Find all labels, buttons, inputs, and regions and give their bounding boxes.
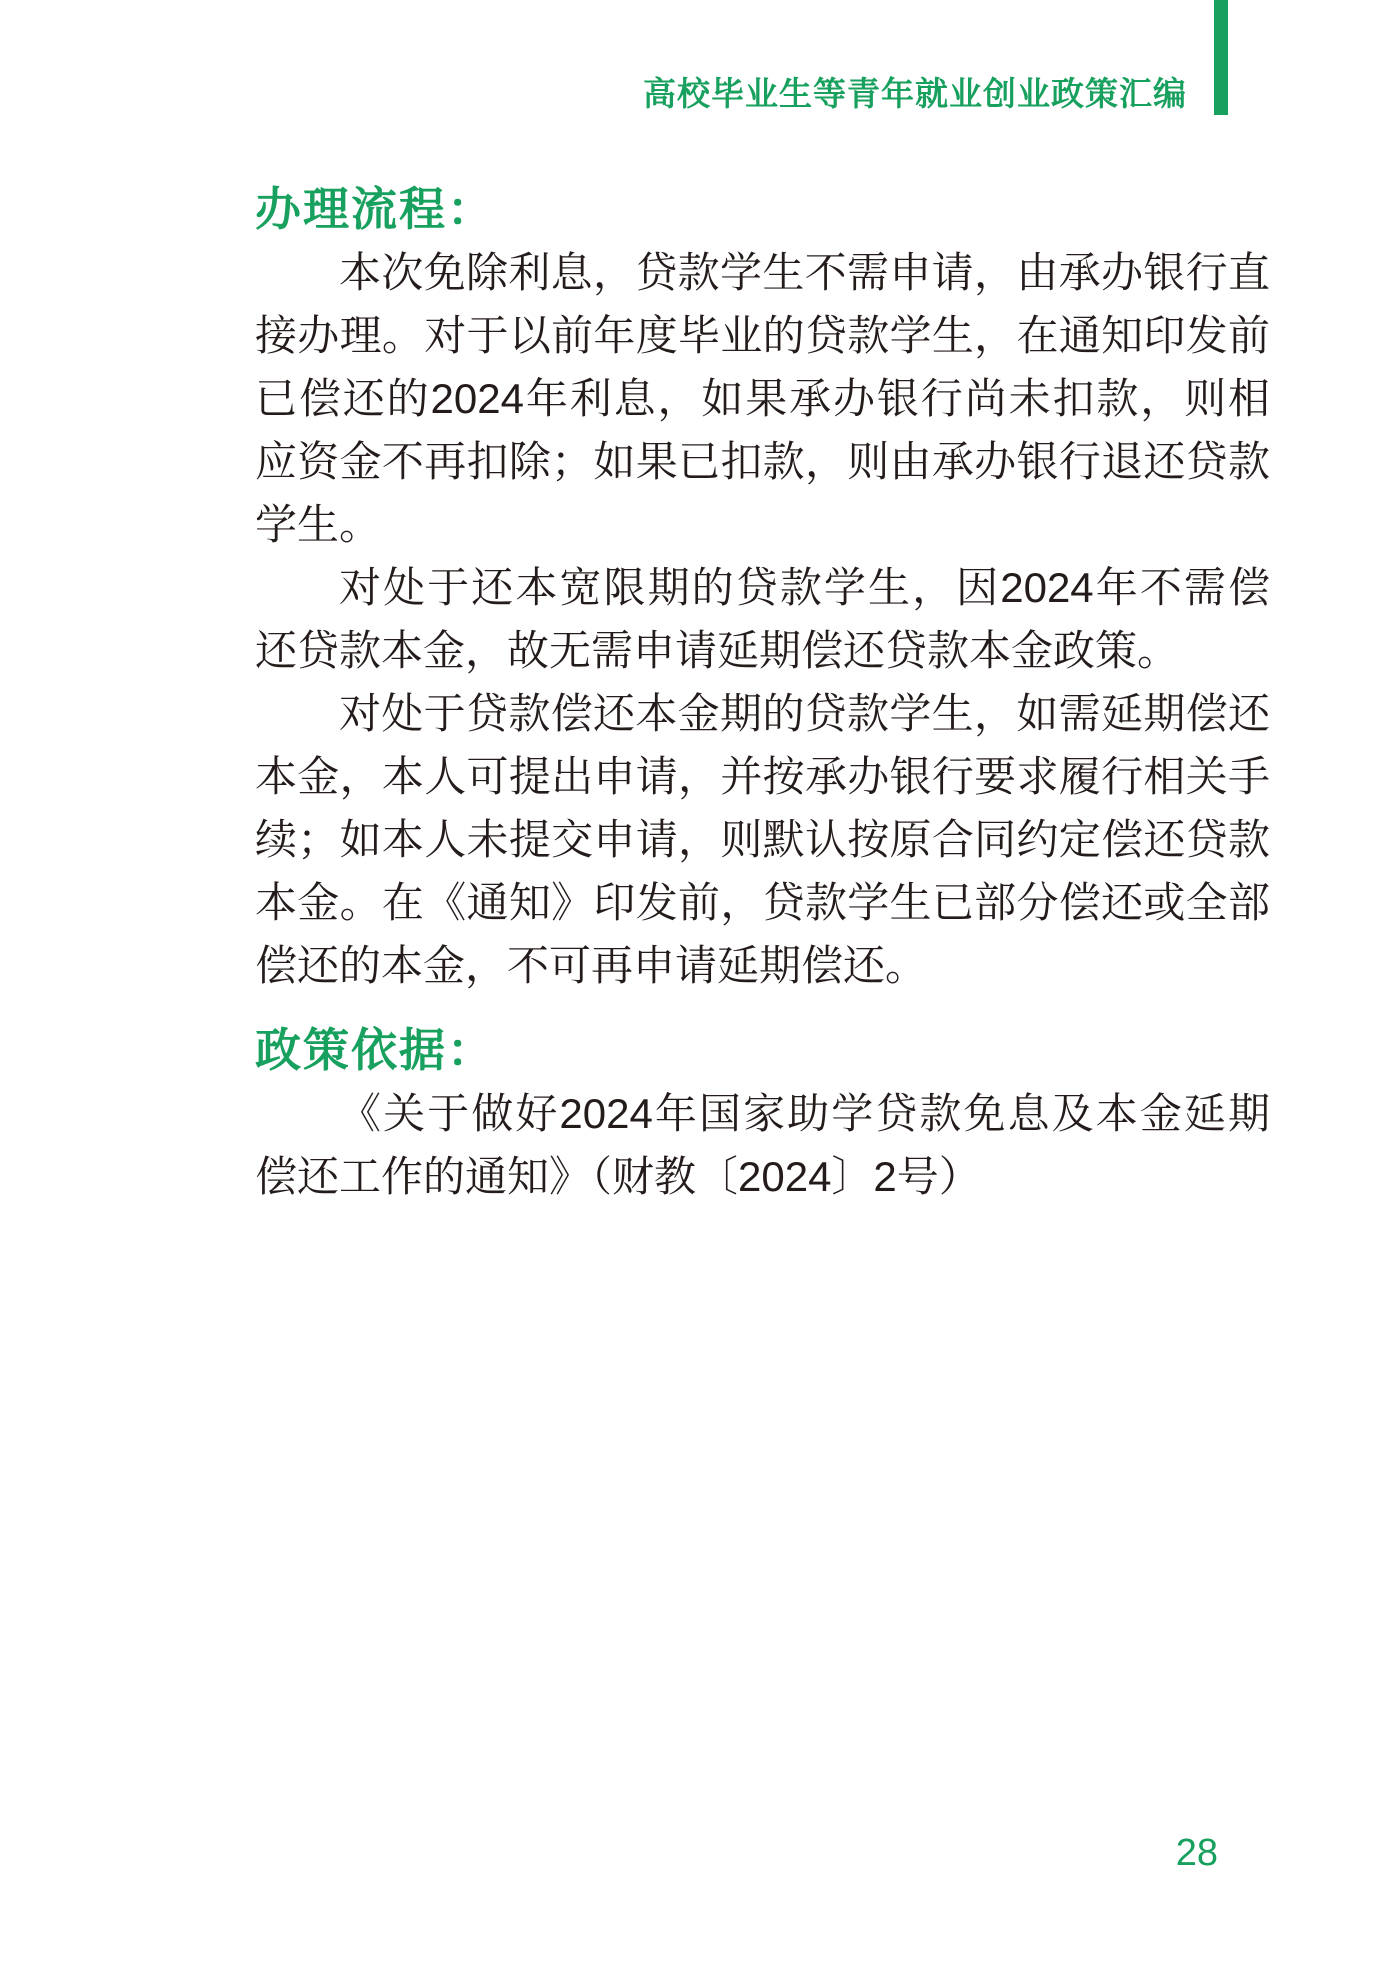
section-heading-process: 办理流程：: [255, 183, 495, 235]
header-title: 高校毕业生等青年就业创业政策汇编: [643, 75, 1187, 112]
page-number: 28: [1175, 1832, 1218, 1874]
paragraph-principal-repayment: 对处于贷款偿还本金期的贷款学生，如需延期偿还本金，本人可提出申请，并按承办银行要求履行相关手续；如本人未提交申请，则默认按原合同约定偿还贷款本金。在《通知》印发前，贷款学生已部分偿还或全部偿还的本金，不可再申请延期偿还。: [255, 690, 1270, 989]
section-heading-policy-basis: 政策依据：: [255, 1024, 495, 1076]
header-accent-bar: [1214, 0, 1228, 115]
paragraph-interest-waiver: 本次免除利息，贷款学生不需申请，由承办银行直接办理。对于以前年度毕业的贷款学生，在通知印发前已偿还的2024年利息，如果承办银行尚未扣款，则相应资金不再扣除；如果已扣款，则由承办银行退还贷款学生。: [255, 249, 1270, 548]
paragraph-grace-period: 对处于还本宽限期的贷款学生，因2024年不需偿还贷款本金，故无需申请延期偿还贷款本金政策。: [255, 564, 1270, 674]
content-column: [255, 178, 1270, 1208]
paragraph-policy-reference: 《关于做好2024年国家助学贷款免息及本金延期偿还工作的通知》（财教〔2024〕2号）: [255, 1090, 1270, 1200]
